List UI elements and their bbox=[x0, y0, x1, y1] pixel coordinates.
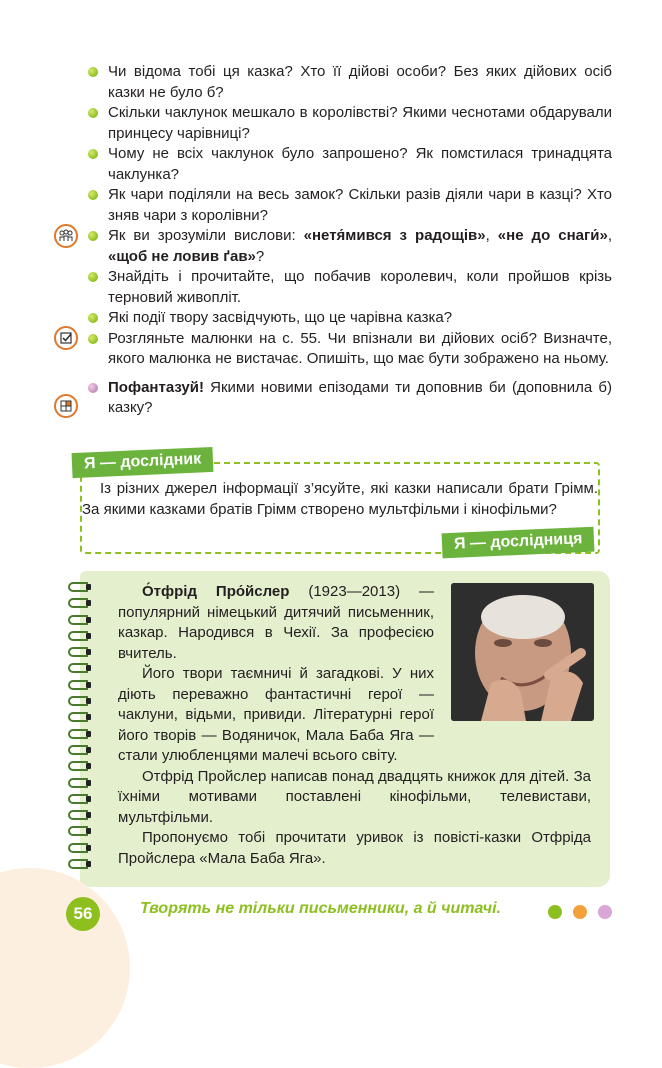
fantasy-label: Пофантазуй! bbox=[108, 378, 204, 396]
green-bullet-icon bbox=[88, 313, 98, 323]
binding-ring bbox=[66, 808, 94, 824]
footer-slogan: Творять не тільки письменники, а й читачі. bbox=[140, 900, 501, 917]
purple-dot-icon bbox=[598, 905, 612, 919]
binding-ring bbox=[66, 776, 94, 792]
researcher-tag: Я — дослідник bbox=[72, 447, 214, 478]
question-item bbox=[88, 144, 612, 185]
binding-ring bbox=[66, 613, 94, 629]
bio-paragraph: О́тфрід Про́йслер (1923—2013) — популярний німецький дитячий письменник, казкар. Народився в Чехії. За професією вчитель. bbox=[118, 583, 434, 662]
question-item bbox=[88, 329, 612, 370]
green-bullet-icon bbox=[88, 190, 98, 200]
binding-ring bbox=[66, 694, 94, 710]
question-text: Чи відома тобі ця казка? Хто її дійові особи? Без яких дійових осіб казки не було б? bbox=[108, 63, 612, 101]
binding-ring bbox=[66, 857, 94, 873]
green-bullet-icon bbox=[88, 231, 98, 241]
fantasy-item bbox=[88, 378, 612, 419]
phrase: «щоб не ловив ґав» bbox=[108, 247, 256, 265]
binding-ring bbox=[66, 710, 94, 726]
orange-dot-icon bbox=[573, 905, 587, 919]
green-bullet-icon bbox=[88, 272, 98, 282]
binding-ring bbox=[66, 792, 94, 808]
page-corner-decoration bbox=[0, 868, 130, 1068]
binding-ring bbox=[66, 743, 94, 759]
binding-ring bbox=[66, 841, 94, 857]
bio-paragraph-4: Пропонуємо тобі прочитати уривок із повісті-казки Отфріда Пройслера «Мала Баба Яга». bbox=[118, 829, 591, 867]
green-dot-icon bbox=[548, 905, 562, 919]
pink-bullet-icon bbox=[88, 383, 98, 393]
question-item: Як ви зрозуміли вислови: «нетя́мився з радощів», «не до снаги́», «щоб не ловив ґав»? bbox=[88, 226, 612, 267]
question-item bbox=[88, 62, 612, 103]
phrase: «не до снаги́» bbox=[497, 227, 608, 244]
question-text: Скільки чаклунок мешкало в королівстві? Якими чеснотами обдарували принцесу чарівниці? bbox=[108, 104, 612, 142]
author-name: О́тфрід Про́йслер bbox=[142, 583, 290, 600]
questions-list bbox=[88, 62, 612, 419]
question-item bbox=[88, 267, 612, 308]
binding-ring bbox=[66, 824, 94, 840]
puzzle-icon bbox=[54, 394, 78, 418]
question-item bbox=[88, 185, 612, 226]
question-text: Які події твору засвідчують, що це чарівна казка? bbox=[108, 309, 453, 326]
question-text: Знайдіть і прочитайте, що побачив королевич, коли пройшов крізь терновий живопліт. bbox=[108, 268, 612, 306]
question-item bbox=[88, 103, 612, 144]
question-text: Як чари поділяли на весь замок? Скільки разів діяли чари в казці? Хто зняв чари з королівни? bbox=[108, 186, 612, 224]
binding-ring bbox=[66, 727, 94, 743]
binding-ring bbox=[66, 759, 94, 775]
green-bullet-icon bbox=[88, 67, 98, 77]
question-item bbox=[88, 308, 612, 329]
spiral-binding bbox=[66, 580, 94, 873]
researcher-tag-female: Я — дослідниця bbox=[442, 527, 595, 559]
research-text: Із різних джерел інформації з’ясуйте, які казки написали брати Грімм. За якими казками братів Грімм створено мультфільми і кінофільми? bbox=[82, 480, 598, 518]
binding-ring bbox=[66, 580, 94, 596]
research-task bbox=[80, 450, 600, 554]
phrase: «нетя́мився з радощів» bbox=[303, 227, 486, 244]
group-work-icon bbox=[54, 224, 78, 248]
binding-ring bbox=[66, 678, 94, 694]
binding-ring bbox=[66, 629, 94, 645]
question-text: Чому не всіх чаклунок було запрошено? Як помстилася тринадцята чаклунка? bbox=[108, 145, 612, 183]
green-bullet-icon bbox=[88, 334, 98, 344]
checklist-icon bbox=[54, 326, 78, 350]
green-bullet-icon bbox=[88, 149, 98, 159]
page-number: 56 bbox=[66, 897, 100, 931]
binding-ring bbox=[66, 661, 94, 677]
binding-ring bbox=[66, 645, 94, 661]
bio-paragraph-3: Отфрід Пройслер написав понад двадцять книжок для дітей. За їхніми мотивами поставлені кінофільми, телевистави, мультфільми. bbox=[118, 767, 591, 826]
author-bio-text bbox=[118, 582, 591, 869]
binding-ring bbox=[66, 596, 94, 612]
bio-paragraph-2: Його твори таємничі й загадкові. У них діють переважно фантастичні герої — чаклуни, відьми, привиди. Літературні герої його творів — Водяничок, Мала Баба Яга — стали улюбленцями малечі всього світу. bbox=[118, 665, 434, 764]
question-text: Розгляньте малюнки на с. 55. Чи впізнали ви дійових осіб? Визначте, якого малюнка не вистачає. Опишіть, що має бути зображено на ньому. bbox=[108, 329, 612, 367]
fantasy-text: Якими новими епізодами ти доповнив би (доповнила б) казку? bbox=[108, 378, 612, 416]
green-bullet-icon bbox=[88, 108, 98, 118]
